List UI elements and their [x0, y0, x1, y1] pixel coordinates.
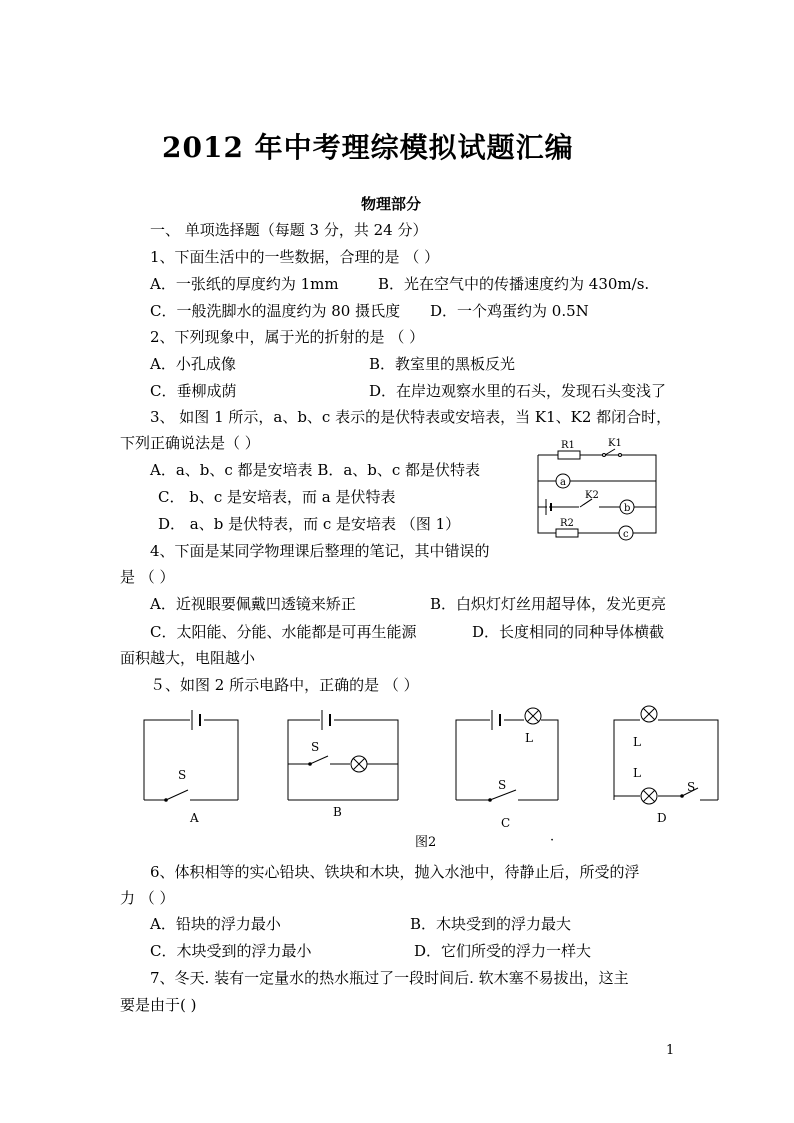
q6-option-c: C．木块受到的浮力最小 — [150, 942, 312, 960]
question-7: 7、冬天. 装有一定量水的热水瓶过了一段时间后. 软木塞不易拔出，这主 — [150, 969, 629, 987]
part-heading: 一、 单项选择题（每题 3 分，共 24 分） — [150, 221, 428, 239]
page-title: 2012 年中考理综模拟试题汇编 — [162, 131, 574, 164]
question-3-cont: 下列正确说法是（ ） — [120, 434, 260, 452]
question-2: 2、下列现象中，属于光的折射的是 （ ） — [150, 328, 425, 346]
figure-2-caption: 图2 — [415, 835, 437, 850]
figure-1-circuit — [530, 435, 660, 547]
r2-label: R2 — [560, 518, 574, 529]
question-6: 6、体积相等的实心铅块、铁块和木块，抛入水池中，待静止后，所受的浮 — [150, 863, 640, 881]
question-3: 3、 如图 1 所示，a、b、c 表示的是伏特表或安培表，当 K1、K2 都闭合时， — [150, 408, 672, 426]
question-4-cont: 是 （ ） — [120, 568, 175, 586]
q4-option-a: A．近视眼要佩戴凹透镜来矫正 — [150, 595, 356, 613]
meter-b-label: b — [624, 503, 631, 514]
q4-option-b: B．白炽灯灯丝用超导体，发光更亮 — [430, 595, 667, 613]
fig2-label-c: C — [501, 816, 511, 830]
fig2d-lamp-label-bottom: L — [633, 766, 641, 780]
stray-dot: · — [550, 833, 555, 848]
fig2-label-b: B — [333, 805, 342, 819]
q1-option-c: C．一般洗脚水的温度约为 80 摄氏度 — [150, 302, 401, 320]
question-5: ５、如图 2 所示电路中，正确的是 （ ） — [150, 676, 419, 694]
question-4: 4、下面是某同学物理课后整理的笔记，其中错误的 — [150, 542, 490, 560]
page-number: 1 — [666, 1043, 675, 1058]
q2-option-a: A．小孔成像 — [150, 355, 236, 373]
q4-option-d-cont: 面积越大，电阻越小 — [120, 649, 256, 667]
q6-option-d: D．它们所受的浮力一样大 — [414, 942, 592, 960]
fig2c-lamp-label: L — [525, 731, 533, 745]
figure-2-circuits — [130, 700, 730, 850]
k1-label: K1 — [608, 438, 622, 449]
q2-option-c: C．垂柳成荫 — [150, 382, 237, 400]
r1-label: R1 — [561, 440, 575, 451]
q2-option-d: D．在岸边观察水里的石头，发现石头变浅了 — [369, 382, 667, 400]
fig2d-switch-label: S — [687, 780, 696, 794]
meter-a-label: a — [560, 477, 566, 488]
question-6-cont: 力 （ ） — [120, 889, 175, 907]
q2-option-b: B．教室里的黑板反光 — [369, 355, 516, 373]
q1-option-a: A．一张纸的厚度约为 1mm — [150, 275, 339, 293]
fig2a-switch-label: S — [178, 768, 187, 782]
fig2-label-a: A — [190, 811, 199, 825]
q6-option-b: B．木块受到的浮力最大 — [410, 915, 572, 933]
k2-label: K2 — [585, 490, 599, 501]
q4-option-d: D．长度相同的同种导体横截 — [472, 623, 665, 641]
q4-option-c: C．太阳能、分能、水能都是可再生能源 — [150, 623, 417, 641]
fig2d-lamp-label-top: L — [633, 735, 641, 749]
section-heading: 物理部分 — [361, 195, 422, 213]
q6-option-a: A．铅块的浮力最小 — [150, 915, 281, 933]
fig2b-switch-label: S — [311, 740, 320, 754]
q1-option-b: B．光在空气中的传播速度约为 430m/s. — [378, 275, 650, 293]
question-7-cont: 要是由于( ) — [120, 996, 197, 1014]
question-1: 1、下面生活中的一些数据，合理的是 （ ） — [150, 248, 440, 266]
fig2-label-d: D — [657, 811, 667, 825]
q1-option-d: D．一个鸡蛋约为 0.5N — [430, 302, 589, 320]
meter-c-label: c — [623, 529, 629, 540]
q3-option-ab: A．a、b、c 都是安培表 B．a、b、c 都是伏特表 — [150, 461, 481, 479]
fig2c-switch-label: S — [498, 778, 507, 792]
q3-option-c: C． b、c 是安培表，而 a 是伏特表 — [158, 488, 396, 506]
q3-option-d: D． a、b 是伏特表，而 c 是安培表 （图 1） — [158, 515, 461, 533]
